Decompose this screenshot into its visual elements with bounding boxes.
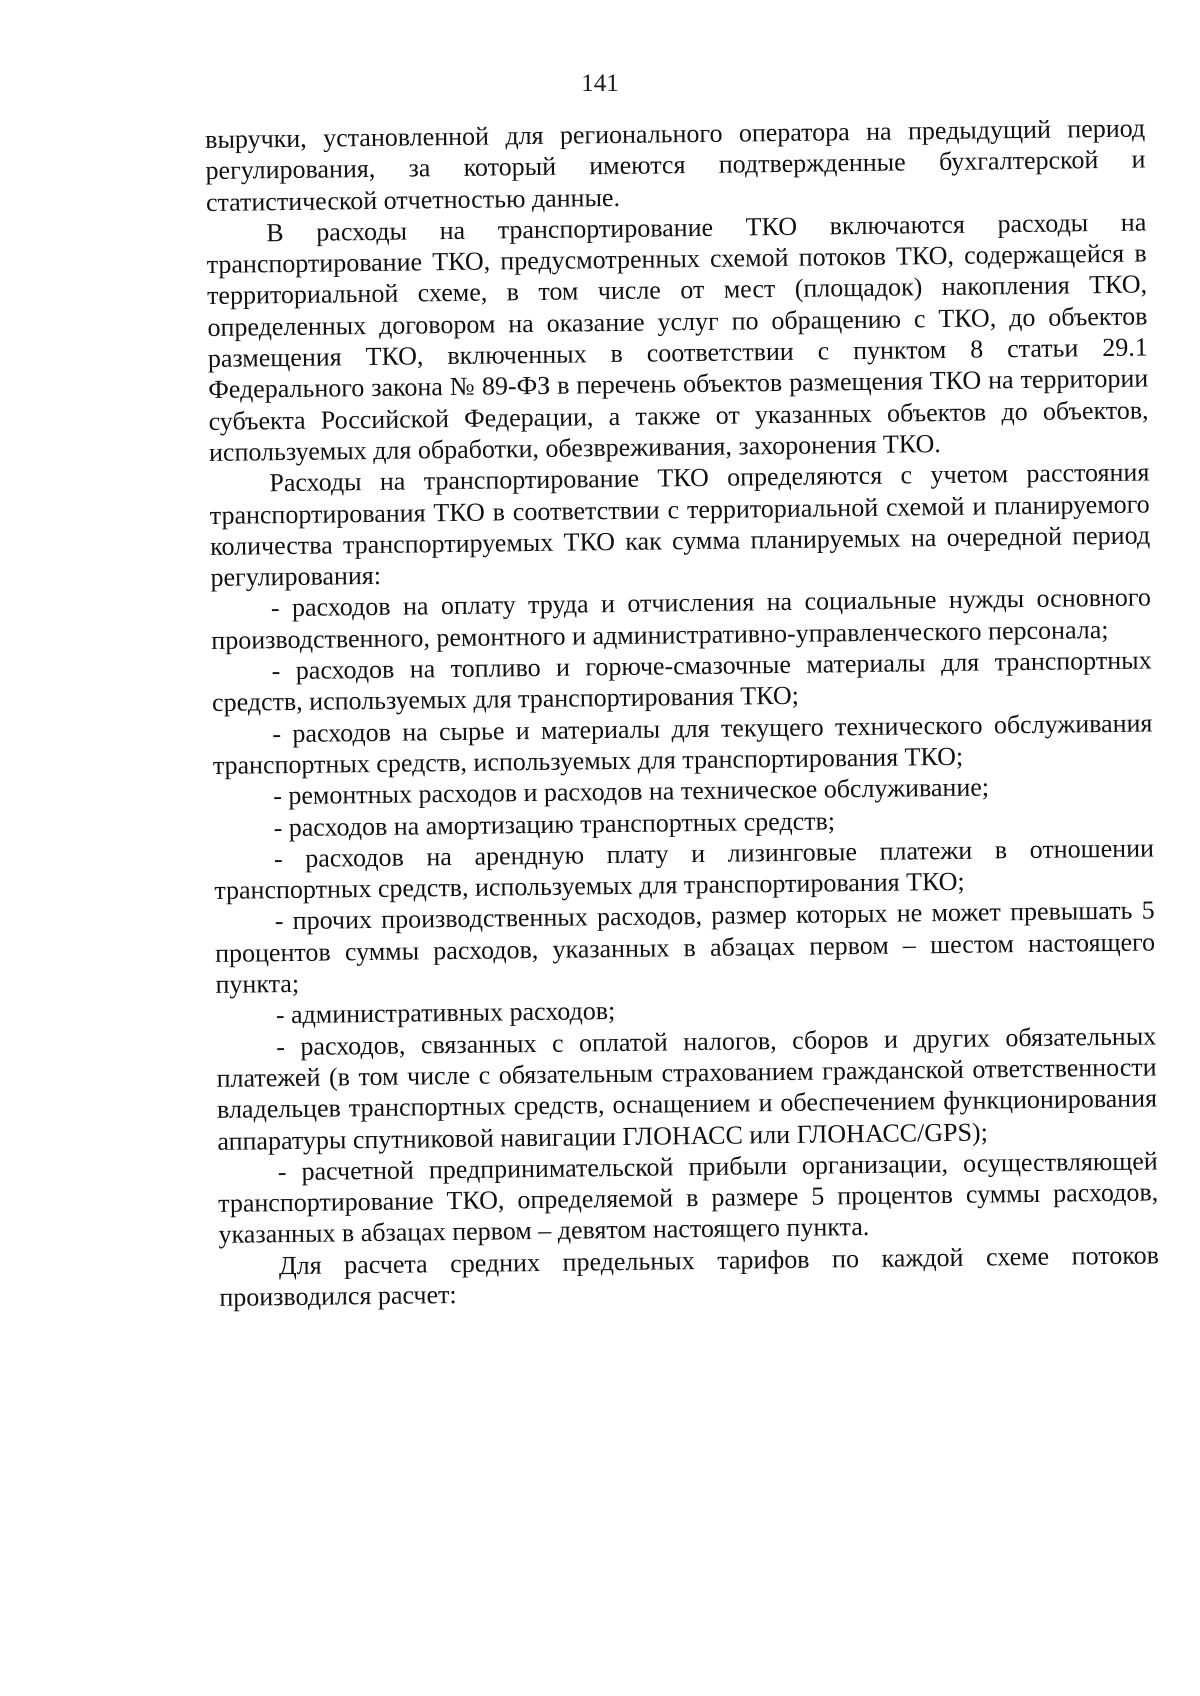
list-item-repair-costs: - ремонтных расходов и расходов на техническое обслуживание;: [273, 772, 990, 811]
paragraph-transport-costs-scope: В расходы на транспортирование ТКО включаются расходы на транспортирование ТКО, предусмотренных схемой потоков ТКО, содержащейся в территориальной схеме, в том числе от мест (площадок) накопления ТКО, определенных договором на оказание услуг по обращению с ТКО, до объектов размещения ТКО, включенных в соответствии с пунктом 8 статьи 29.1 Федерального закона № 89-ФЗ в перечень объектов размещения ТКО на территории субъекта Российской Федерации, а также от указанных объектов до объектов, используемых для обработки, обезвреживания, захоронения ТКО.: [206, 207, 1149, 467]
list-item-administrative-costs: - административных расходов;: [275, 996, 616, 1030]
paragraph-transport-costs-definition: Расходы на транспортирование ТКО определяются с учетом расстояния транспортирования ТКО в соответствии с территориальной схемой и планируемого количества транспортируемых ТКО как сумма планируемых на очередной период регулирования:: [209, 457, 1151, 593]
page-number: 141: [581, 70, 619, 97]
body-text: [205, 113, 1159, 1314]
list-item-lease-costs: - расходов на арендную плату и лизинговые платежи в отношении транспортных средств, используемых для транспортирования ТКО;: [214, 833, 1155, 906]
paragraph-revenue-continuation: выручки, установленной для регионального оператора на предыдущий период регулирования, за который имеются подтвержденные бухгалтерской и статистической отчетностью данные.: [205, 113, 1146, 217]
list-item-profit: - расчетной предпринимательской прибыли организации, осуществляющей транспортирование ТКО, определяемой в размере 5 процентов суммы расходов, указанных в абзацах первом – девятом настоящего пункта.: [218, 1146, 1159, 1250]
list-item-other-production-costs: - прочих производственных расходов, размер которых не может превышать 5 процентов суммы расходов, указанных в абзацах первом – шестом настоящего пункта;: [214, 895, 1156, 999]
list-item-tax-costs: - расходов, связанных с оплатой налогов, сборов и других обязательных платежей (в том числе с обязательным страхованием гражданской ответственности владельцев транспортных средств, оснащением и обеспечением функционирования аппаратуры спутниковой навигации ГЛОНАСС или ГЛОНАСС/GPS);: [216, 1021, 1158, 1156]
list-item-materials-costs: - расходов на сырье и материалы для текущего технического обслуживания транспортных средств, используемых для транспортирования ТКО;: [212, 708, 1153, 780]
paragraph-tariff-calculation: Для расчета средних предельных тарифов по каждой схеме потоков производился расчет:: [219, 1240, 1160, 1312]
list-item-depreciation-costs: - расходов на амортизацию транспортных средств;: [273, 805, 836, 842]
list-item-fuel-costs: - расходов на топливо и горюче-смазочные материалы для транспортных средств, используемых для транспортирования ТКО;: [211, 645, 1152, 718]
list-item-labor-costs: - расходов на оплату труда и отчисления на социальные нужды основного производственного, ремонтного и административно-управленческого персонала;: [211, 582, 1152, 655]
